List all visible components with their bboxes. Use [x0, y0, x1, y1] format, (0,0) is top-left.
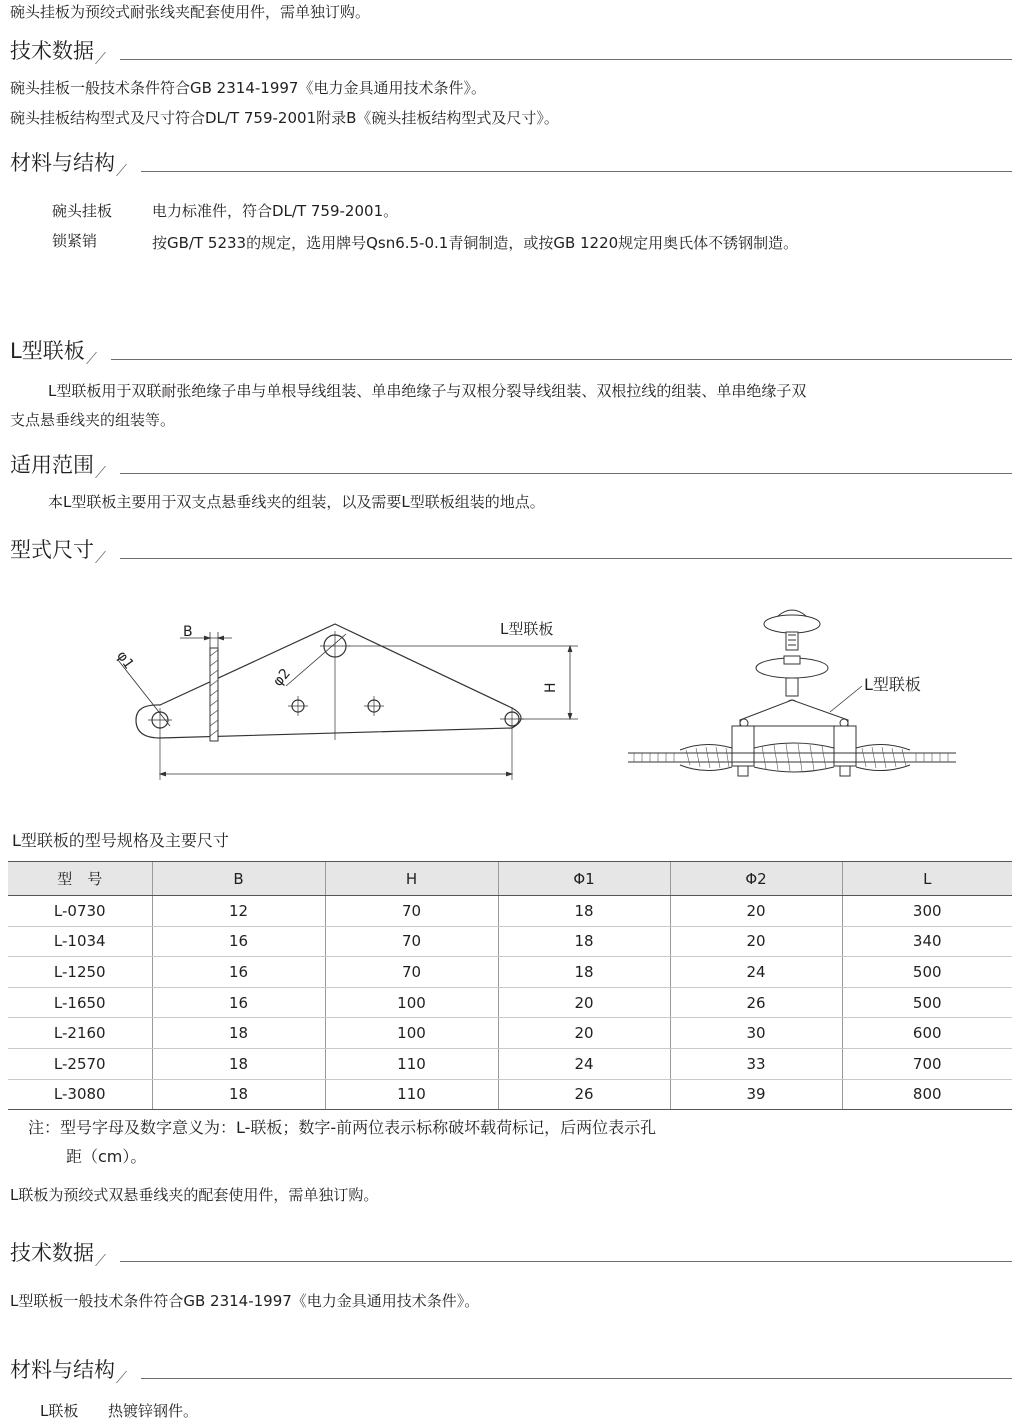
table-row: [8, 896, 1012, 927]
cell-h: 70: [325, 896, 498, 927]
assembly-drawing: [620, 600, 970, 800]
tech-data-line-1: 碗头挂板一般技术条件符合GB 2314-1997《电力金具通用技术条件》。: [10, 79, 486, 97]
cell-model: L-1250: [8, 957, 152, 988]
heading-rule: [141, 171, 1012, 172]
section-heading-text: 技术数据: [10, 1241, 94, 1265]
table-row: [8, 987, 1012, 1018]
cell-l: 700: [842, 1048, 1012, 1079]
section-heading-text: 技术数据: [10, 39, 94, 63]
section-heading-text: 适用范围: [10, 453, 94, 477]
label-phi2: φ2: [270, 665, 294, 690]
table-caption: L型联板的型号规格及主要尺寸: [12, 831, 229, 850]
table-row: [8, 1048, 1012, 1079]
cell-model: L-2570: [8, 1048, 152, 1079]
conductor: [628, 753, 956, 762]
cell-phi1: 18: [498, 926, 670, 957]
heading-rule: [120, 473, 1012, 474]
cell-phi2: 20: [670, 896, 842, 927]
l-plate-drawing: [0, 600, 600, 800]
cell-phi1: 18: [498, 896, 670, 927]
spec-table: [8, 861, 1012, 1110]
cell-b: 16: [152, 957, 325, 988]
material-item-desc-1: 电力标准件，符合DL/T 759-2001。: [152, 202, 399, 220]
note-line-1: 注：型号字母及数字意义为：L-联板；数字-前两位表示标称破坏载荷标记，后两位表示孔: [28, 1118, 657, 1137]
heading-rule: [141, 1378, 1012, 1379]
heading-rule: [120, 59, 1012, 60]
cell-l: 500: [842, 987, 1012, 1018]
cell-phi2: 26: [670, 987, 842, 1018]
cell-l: 500: [842, 957, 1012, 988]
header-l: L: [842, 862, 1012, 896]
cell-h: 100: [325, 1018, 498, 1049]
intro-line: 碗头挂板为预绞式耐张线夹配套使用件，需单独订购。: [10, 3, 371, 21]
section-heading-tech-data-2: [10, 1240, 1012, 1266]
cell-b: 16: [152, 926, 325, 957]
cell-phi1: 20: [498, 987, 670, 1018]
heading-slash-decoration: [95, 551, 117, 563]
cell-phi2: 39: [670, 1079, 842, 1110]
table-header-row: [8, 862, 1012, 896]
material-item-desc-2: 按GB/T 5233的规定，选用牌号Qsn6.5-0.1青铜制造，或按GB 1220规定用奥氏体不锈钢制造。: [152, 234, 799, 252]
cell-phi1: 20: [498, 1018, 670, 1049]
material-item-name-1: 碗头挂板: [52, 202, 113, 220]
section-heading-scope: [10, 452, 1012, 478]
section-heading-tech-data: [10, 38, 1012, 64]
heading-rule: [111, 359, 1012, 360]
cell-b: 18: [152, 1018, 325, 1049]
heading-slash-decoration: [95, 466, 117, 478]
section-heading-text: L型联板: [10, 339, 85, 363]
order-line: L联板为预绞式双悬垂线夹的配套使用件，需单独订购。: [10, 1186, 379, 1204]
label-b: B: [183, 624, 193, 640]
l-plate-paragraph-line-1: L型联板用于双联耐张绝缘子串与单根导线组装、单串绝缘子与双根分裂导线组装、双根拉线的组装、单串绝缘子双: [48, 382, 807, 400]
scope-text: 本L型联板主要用于双支点悬垂线夹的组装，以及需要L型联板组装的地点。: [48, 493, 545, 511]
clamp-right: [834, 726, 856, 766]
cell-b: 18: [152, 1048, 325, 1079]
header-phi2: Φ2: [670, 862, 842, 896]
cell-phi2: 30: [670, 1018, 842, 1049]
heading-slash-decoration: [116, 1371, 138, 1383]
material-2-item-desc: 热镀锌钢件。: [108, 1402, 199, 1420]
section-heading-materials-2: [10, 1357, 1012, 1383]
section-heading-text: 材料与结构: [10, 1358, 115, 1382]
cell-h: 70: [325, 957, 498, 988]
cell-h: 110: [325, 1079, 498, 1110]
cell-l: 300: [842, 896, 1012, 927]
tech-data-line-2: 碗头挂板结构型式及尺寸符合DL/T 759-2001附录B《碗头挂板结构型式及尺寸》。: [10, 109, 559, 127]
tech-data-2-text: L型联板一般技术条件符合GB 2314-1997《电力金具通用技术条件》。: [10, 1292, 480, 1310]
section-heading-text: 型式尺寸: [10, 538, 94, 562]
clamp-left: [732, 726, 754, 766]
section-heading-text: 材料与结构: [10, 151, 115, 175]
heading-slash-decoration: [86, 352, 108, 364]
material-item-name-2: 锁紧销: [52, 232, 98, 250]
cell-b: 18: [152, 1079, 325, 1110]
cell-l: 340: [842, 926, 1012, 957]
table-row: [8, 957, 1012, 988]
cell-h: 100: [325, 987, 498, 1018]
cell-l: 600: [842, 1018, 1012, 1049]
cell-b: 12: [152, 896, 325, 927]
heading-rule: [120, 1261, 1012, 1262]
assembly-l-plate: [740, 700, 848, 726]
heading-slash-decoration: [116, 164, 138, 176]
note-line-2: 距（cm）。: [66, 1147, 147, 1166]
label-phi1: φ1: [113, 648, 137, 673]
cell-phi2: 20: [670, 926, 842, 957]
table-row: [8, 1018, 1012, 1049]
cell-h: 110: [325, 1048, 498, 1079]
table-row: [8, 1079, 1012, 1110]
cell-phi2: 33: [670, 1048, 842, 1079]
cell-model: L-2160: [8, 1018, 152, 1049]
thickness-section: [210, 648, 218, 741]
header-model: 型 号: [8, 862, 152, 896]
cell-model: L-0730: [8, 896, 152, 927]
heading-slash-decoration: [95, 1254, 117, 1266]
section-heading-dimensions: [10, 537, 1012, 563]
label-h: H: [543, 682, 559, 693]
cell-h: 70: [325, 926, 498, 957]
cell-b: 16: [152, 987, 325, 1018]
cell-phi1: 24: [498, 1048, 670, 1079]
section-heading-materials: [10, 150, 1012, 176]
cell-model: L-1650: [8, 987, 152, 1018]
header-h: H: [325, 862, 498, 896]
cell-phi1: 18: [498, 957, 670, 988]
heading-rule: [120, 558, 1012, 559]
cell-model: L-1034: [8, 926, 152, 957]
cell-phi1: 26: [498, 1079, 670, 1110]
header-phi1: Φ1: [498, 862, 670, 896]
section-heading-l-plate: [10, 338, 1012, 364]
table-row: [8, 926, 1012, 957]
label-plate: L型联板: [500, 620, 554, 638]
header-b: B: [152, 862, 325, 896]
cell-phi2: 24: [670, 957, 842, 988]
plate-outline: [136, 624, 521, 738]
cell-model: L-3080: [8, 1079, 152, 1110]
l-plate-paragraph-line-2: 支点悬垂线夹的组装等。: [10, 411, 176, 429]
material-2-item-name: L联板: [40, 1402, 79, 1420]
insulator-disc-top: [764, 615, 820, 633]
heading-slash-decoration: [95, 52, 117, 64]
label-assembly: L型联板: [864, 675, 921, 694]
cell-l: 800: [842, 1079, 1012, 1110]
